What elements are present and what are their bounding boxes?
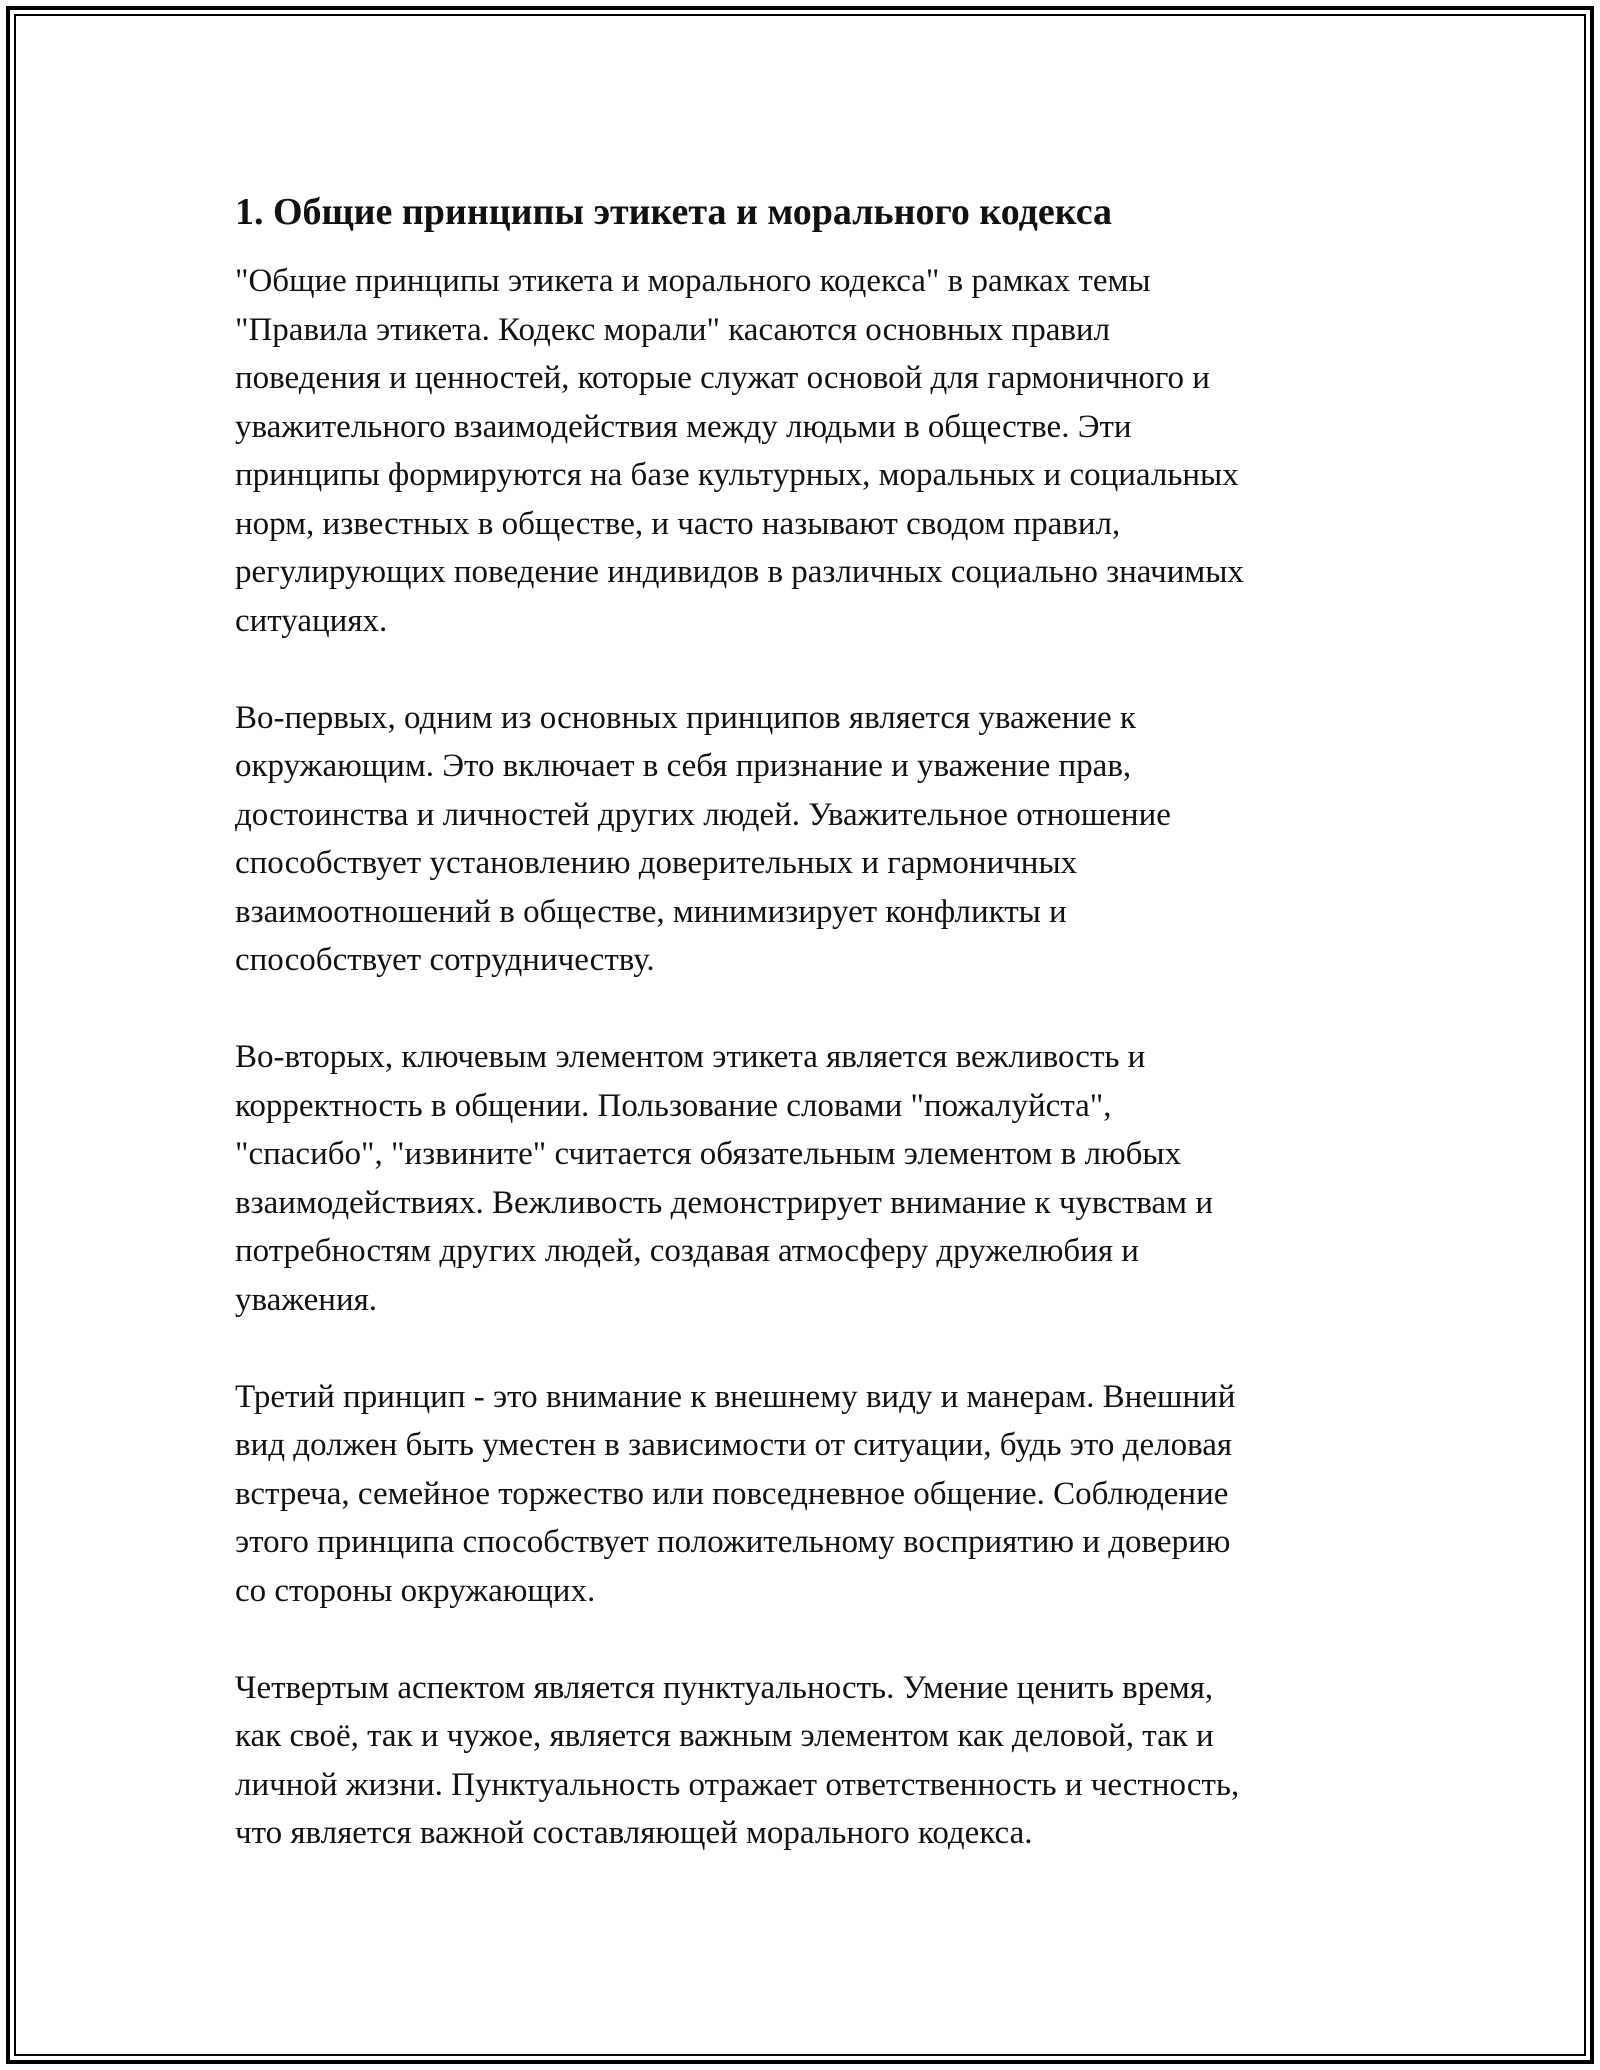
- paragraph-line: способствует установлению доверительных и гармоничных: [235, 845, 1078, 881]
- paragraph-intro: [235, 257, 1385, 645]
- paragraph-line: Четвертым аспектом является пунктуальность. Умение ценить время,: [235, 1669, 1214, 1706]
- paragraph-appearance: [235, 1373, 1385, 1616]
- paragraph-line: Третий принцип - это внимание к внешнему виду и манерам. Внешний: [235, 1378, 1236, 1415]
- paragraph-line: уважительного взаимодействия между людьми в обществе. Эти: [235, 408, 1132, 445]
- paragraph-line: регулирующих поведение индивидов в различных социально значимых: [235, 554, 1244, 590]
- paragraph-line: "спасибо", "извините" считается обязательным элементом в любых: [235, 1136, 1182, 1172]
- paragraph-line: принципы формируются на базе культурных, моральных и социальных: [235, 457, 1239, 493]
- paragraph-line: со стороны окружающих.: [235, 1572, 596, 1609]
- paragraph-line: вид должен быть уместен в зависимости от ситуации, будь это деловая: [235, 1427, 1233, 1463]
- paragraph-line: взаимоотношений в обществе, минимизирует конфликты и: [235, 893, 1067, 930]
- paragraph-line: взаимодействиях. Вежливость демонстрирует внимание к чувствам и: [235, 1184, 1213, 1221]
- paragraph-line: Во-первых, одним из основных принципов является уважение к: [235, 699, 1136, 736]
- paragraph-line: окружающим. Это включает в себя признание и уважение прав,: [235, 748, 1132, 784]
- paragraph-line: как своё, так и чужое, является важным элементом как деловой, так и: [235, 1718, 1214, 1754]
- section-heading: 1. Общие принципы этикета и морального кодекса: [235, 191, 1113, 233]
- paragraph-line: "Общие принципы этикета и морального кодекса" в рамках темы: [235, 263, 1151, 299]
- paragraph-line: корректность в общении. Пользование словами "пожалуйста",: [235, 1087, 1112, 1124]
- document-body: [235, 185, 1385, 1906]
- paragraph-line: способствует сотрудничеству.: [235, 942, 655, 978]
- paragraph-line: достоинства и личностей других людей. Уважительное отношение: [235, 796, 1171, 833]
- paragraph-line: ситуациях.: [235, 602, 388, 639]
- paragraph-line: уважения.: [235, 1281, 378, 1318]
- paragraph-line: что является важной составляющей морального кодекса.: [235, 1815, 1033, 1851]
- paragraph-punctuality: [235, 1664, 1385, 1858]
- paragraph-line: норм, известных в обществе, и часто называют сводом правил,: [235, 505, 1121, 542]
- paragraph-line: этого принципа способствует положительному восприятию и доверию: [235, 1524, 1231, 1560]
- paragraph-line: поведения и ценностей, которые служат основой для гармоничного и: [235, 360, 1210, 396]
- paragraph-line: "Правила этикета. Кодекс морали" касаются основных правил: [235, 311, 1111, 348]
- paragraph-politeness: [235, 1033, 1385, 1324]
- paragraph-line: потребностям других людей, создавая атмосферу дружелюбия и: [235, 1233, 1139, 1269]
- paragraph-line: Во-вторых, ключевым элементом этикета является вежливость и: [235, 1039, 1146, 1075]
- paragraph-line: встреча, семейное торжество или повседневное общение. Соблюдение: [235, 1475, 1229, 1512]
- paragraph-respect: [235, 694, 1385, 985]
- paragraph-line: личной жизни. Пунктуальность отражает ответственность и честность,: [235, 1766, 1240, 1803]
